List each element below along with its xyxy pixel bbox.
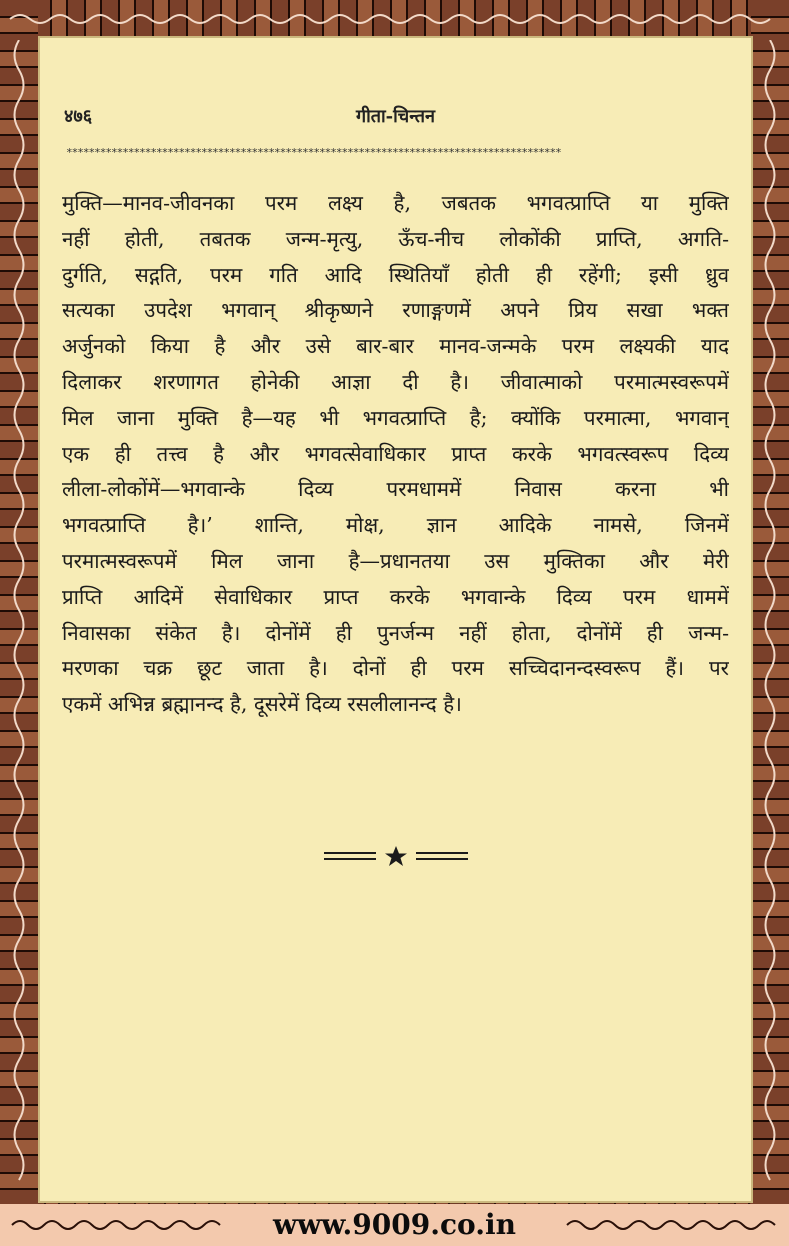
top-ornament-row — [0, 9, 789, 33]
text-line: दुर्गति, सद्गति, परम गति आदि स्थितियाँ होती ही रहेंगी; इसी ध्रुव — [62, 262, 729, 287]
scroll-ornament-icon — [751, 40, 789, 1200]
text-line: प्राप्ति आदिमें सेवाधिकार प्राप्त करके भगवान्के दिव्य परम धाममें — [62, 584, 729, 609]
asterisk-rule: **************************************************************************************** — [66, 146, 561, 159]
text-line: एक ही तत्त्व है और भगवत्सेवाधिकार प्राप्त करके भगवत्स्वरूप दिव्य — [62, 441, 729, 466]
text-line: अर्जुनको किया है और उसे बार-बार मानव-जन्मके परम लक्ष्यकी याद — [62, 334, 729, 359]
text-line: परमात्मस्वरूपमें मिल जाना है—प्रधानतया उस मुक्तिका और मेरी — [62, 548, 729, 573]
text-line: सत्यका उपदेश भगवान् श्रीकृष्णने रणाङ्गणमें अपने प्रिय सखा भक्त — [62, 298, 729, 323]
website-link[interactable]: www.9009.co.in — [273, 1208, 516, 1241]
body-paragraph — [62, 186, 729, 723]
scroll-ornament-icon — [0, 9, 789, 29]
text-line: नहीं होती, तबतक जन्म-मृत्यु, ऊँच-नीच लोकोंकी प्राप्ति, अगति- — [62, 226, 729, 251]
text-line: मरणका चक्र छूट जाता है। दोनों ही परम सच्चिदानन्दस्वरूप हैं। पर — [62, 656, 729, 681]
text-line: भगवत्प्राप्ति है।’ शान्ति, मोक्ष, ज्ञान आदिके नामसे, जिनमें — [62, 513, 729, 538]
right-ornament-column — [751, 40, 789, 1200]
text-line: लीला-लोकोंमें—भगवान्के दिव्य परमधाममें निवास करना भी — [62, 477, 729, 502]
page-header — [38, 104, 753, 134]
text-line: दिलाकर शरणागत होनेकी आज्ञा दी है। जीवात्माको परमात्मस्वरूपमें — [62, 369, 729, 394]
book-page — [38, 36, 753, 1203]
text-line: मिल जाना मुक्ति है—यह भी भगवत्प्राप्ति है; क्योंकि परमात्मा, भगवान् — [62, 405, 729, 430]
left-ornament-column — [0, 40, 38, 1200]
text-line: निवासका संकेत है। दोनोंमें ही पुनर्जन्म नहीं होता, दोनोंमें ही जन्म- — [62, 620, 729, 645]
running-title: गीता-चिन्तन — [355, 106, 436, 127]
text-line: मुक्ति—मानव-जीवनका परम लक्ष्य है, जबतक भगवत्प्राप्ति या मुक्ति — [62, 191, 729, 215]
section-divider — [38, 844, 753, 872]
star-icon — [316, 844, 476, 868]
scroll-ornament-icon — [0, 40, 38, 1200]
text-line: एकमें अभिन्न ब्रह्मानन्द है, दूसरेमें दिव्य रसलीलानन्द है। — [62, 692, 462, 717]
page-number: ४७६ — [64, 106, 93, 127]
